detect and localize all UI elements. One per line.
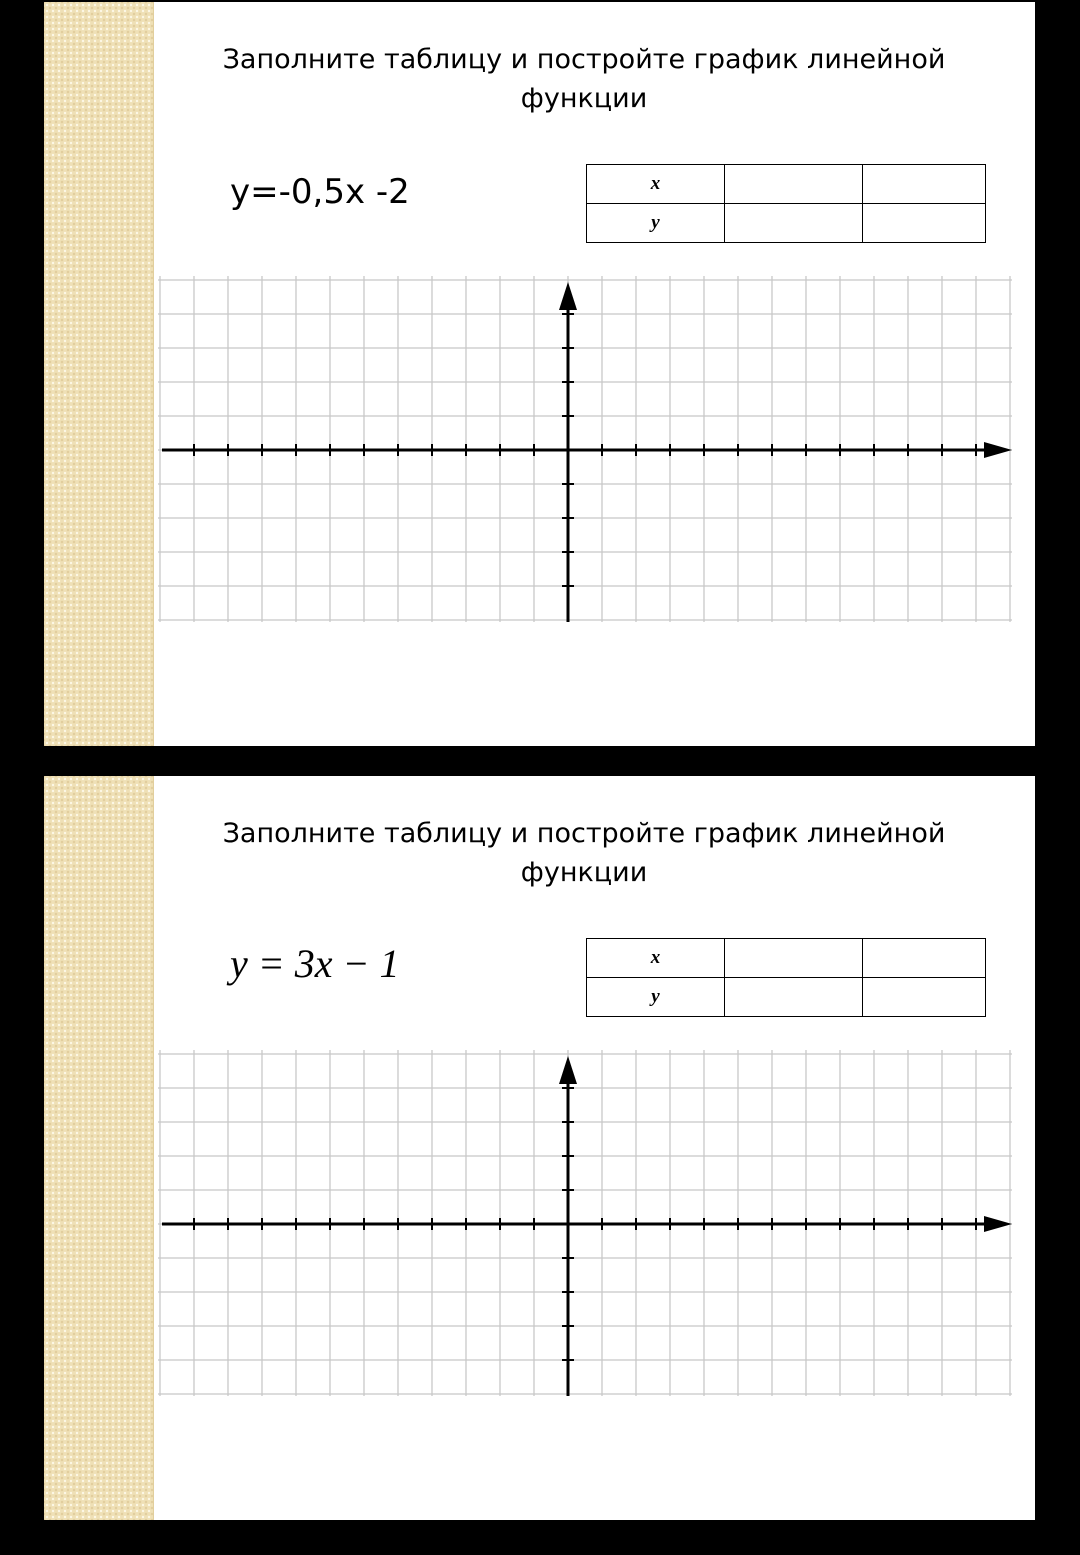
table-row-y <box>587 204 986 243</box>
y-axis-arrow <box>559 282 577 310</box>
slide-2 <box>44 776 1035 1520</box>
task-title-line2: функции <box>520 857 648 888</box>
coordinate-grid <box>156 274 1016 626</box>
table-cell-x2[interactable] <box>863 165 986 204</box>
slide-1 <box>44 2 1035 746</box>
table-cell-y2[interactable] <box>863 978 986 1017</box>
coordinate-grid <box>156 1048 1016 1400</box>
table-header-x: x <box>587 939 725 978</box>
decorative-side-strip <box>44 2 154 746</box>
decorative-side-strip <box>44 776 154 1520</box>
table-row-y <box>587 978 986 1017</box>
table-cell-x1[interactable] <box>725 939 863 978</box>
table-header-y: y <box>587 204 725 243</box>
y-axis-arrow <box>559 1056 577 1084</box>
task-title-line1: Заполните таблицу и постройте график линейной <box>222 818 946 849</box>
function-equation: y = 3x − 1 <box>230 941 400 986</box>
table-cell-x1[interactable] <box>725 165 863 204</box>
value-table <box>586 164 986 243</box>
table-header-x: x <box>587 165 725 204</box>
x-axis-arrow <box>984 442 1012 458</box>
function-equation: y=-0,5x -2 <box>230 172 410 212</box>
table-cell-x2[interactable] <box>863 939 986 978</box>
table-cell-y1[interactable] <box>725 978 863 1017</box>
x-axis-arrow <box>984 1216 1012 1232</box>
task-title-line1: Заполните таблицу и постройте график линейной <box>222 44 946 75</box>
table-row-x <box>587 939 986 978</box>
value-table <box>586 938 986 1017</box>
task-title-line2: функции <box>520 83 648 114</box>
table-cell-y1[interactable] <box>725 204 863 243</box>
table-row-x <box>587 165 986 204</box>
task-title <box>194 814 974 892</box>
table-cell-y2[interactable] <box>863 204 986 243</box>
task-title <box>194 40 974 118</box>
table-header-y: y <box>587 978 725 1017</box>
